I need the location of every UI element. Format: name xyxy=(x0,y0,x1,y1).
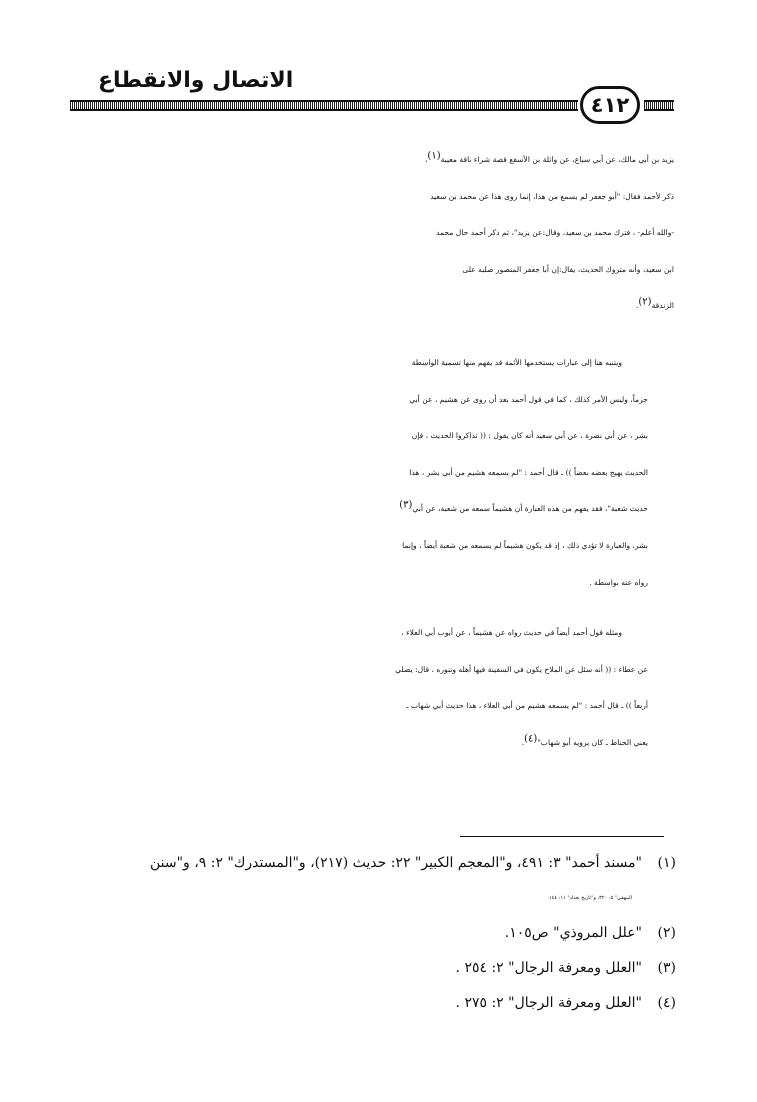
text-line: يزيد بن أبي مالك، عن أبي سباع، عن واثلة بن الأسقع قصة شراء ناقة معيبة$^{(١)}$، xyxy=(424,150,674,164)
running-title: الاتصال والانقطاع xyxy=(98,68,294,93)
text-line: بشر ، عن أبي نضرة ، عن أبي سعيد أنه كان يقول : (( تذاكروا الحديث ، فإن xyxy=(411,431,648,441)
footnote-text: "العلل ومعرفة الرجال" ٢: ٢٧٥ . xyxy=(455,995,642,1011)
footnote-ref-1: (١) xyxy=(427,150,441,162)
footnote-4 xyxy=(66,986,676,1021)
text-line: ويتنبه هنا إلى عبارات يستخدمها الأئمة قد يفهم منها تسمية الواسطة xyxy=(411,357,622,367)
text-line: جزماً، وليس الأمر كذلك ، كما في قول أحمد بعد أن روى عن هشيم ، عن أبي xyxy=(409,394,648,404)
text-line: رواه عنه بواسطة . xyxy=(589,577,648,587)
paragraph-2 xyxy=(62,345,674,601)
text-line: ذكر لأحمد فقال: "أبو جعفر لم يسمع من هذا، إنما روى هذا عن محمد بن سعيد xyxy=(430,191,674,201)
text-line: الحديث يهيج بعضه بعضاً )) ـ قال أحمد : "لم يسمعه هشيم من أبي بشر ، هذا xyxy=(409,467,648,477)
page-number: ٤١٢ xyxy=(580,86,640,124)
footnotes xyxy=(66,846,676,1021)
header-rule-right xyxy=(644,100,674,111)
footnote-separator xyxy=(460,836,664,837)
footnote-number: (٢) xyxy=(657,925,676,941)
text-line: الزندقة$^{(٢)}$. xyxy=(635,296,674,311)
text-line: يعني الحناط ـ كان يرويه أبو شهاب"$^{(٤)}$. xyxy=(521,733,648,747)
header-rule-left xyxy=(70,100,578,111)
text-line: ومثله قول أحمد أيضاً في حديث رواه عن هشيماً ، عن أيوب أبي العلاء ، xyxy=(401,628,622,638)
footnote-2 xyxy=(66,916,676,951)
footnote-number: (٤) xyxy=(657,995,676,1011)
footnote-number: (٣) xyxy=(657,960,676,976)
footnote-ref-3: (٣) xyxy=(399,499,413,511)
footnote-number: (١) xyxy=(657,855,676,871)
footnote-ref-4: (٤) xyxy=(524,733,538,745)
footnote-text-continued: البيهقي" ٥: ٣٢٠، و"تاريخ بغداد" ١١: ١٤٤. xyxy=(547,895,632,901)
paragraph-1 xyxy=(62,142,674,325)
footnote-3 xyxy=(66,951,676,986)
main-text xyxy=(62,142,674,762)
text-line: عن عطاء : (( أنه سئل عن الملاح يكون في السفينة فيها أهله وتنوره ، قال: يصلي xyxy=(395,664,648,674)
footnote-1 xyxy=(66,846,676,916)
footnote-text: "العلل ومعرفة الرجال" ٢: ٢٥٤ . xyxy=(455,960,642,976)
footnote-text: "مسند أحمد" ٣: ٤٩١، و"المعجم الكبير" ٢٢: حديث (٢١٧)، و"المستدرك" ٢: ٩، و"سنن xyxy=(149,855,642,871)
text-line: حديث شعبة"، فقد يفهم من هذه العبارة أن هشيماً سمعه من شعبة، عن أبي$^{(٣)}$ xyxy=(399,499,648,514)
footnote-text: "علل المروذي" ص١٠٥. xyxy=(504,925,642,941)
footnote-ref-2: (٢) xyxy=(638,296,652,308)
text-line: ابن سعيد، وأنه متروك الحديث، يقال:إن أبا جعفر المنصور صلبه على xyxy=(462,264,674,274)
text-line: أربعاً )) ـ قال أحمد : "لم يسمعه هشيم من أبي العلاء ، هذا حديث أبي شهاب ـ xyxy=(406,701,648,711)
text-line: -والله أعلم- ، فترك محمد بن سعيد، وقال:عن يزيد"، ثم ذكر أحمد حال محمد xyxy=(436,228,674,238)
text-line: بشر، والعبارة لا تؤدي ذلك ، إذ قد يكون هشيماً لم يسمعه من شعبة أيضاً ، وإنما xyxy=(402,540,648,550)
paragraph-3 xyxy=(62,615,674,761)
